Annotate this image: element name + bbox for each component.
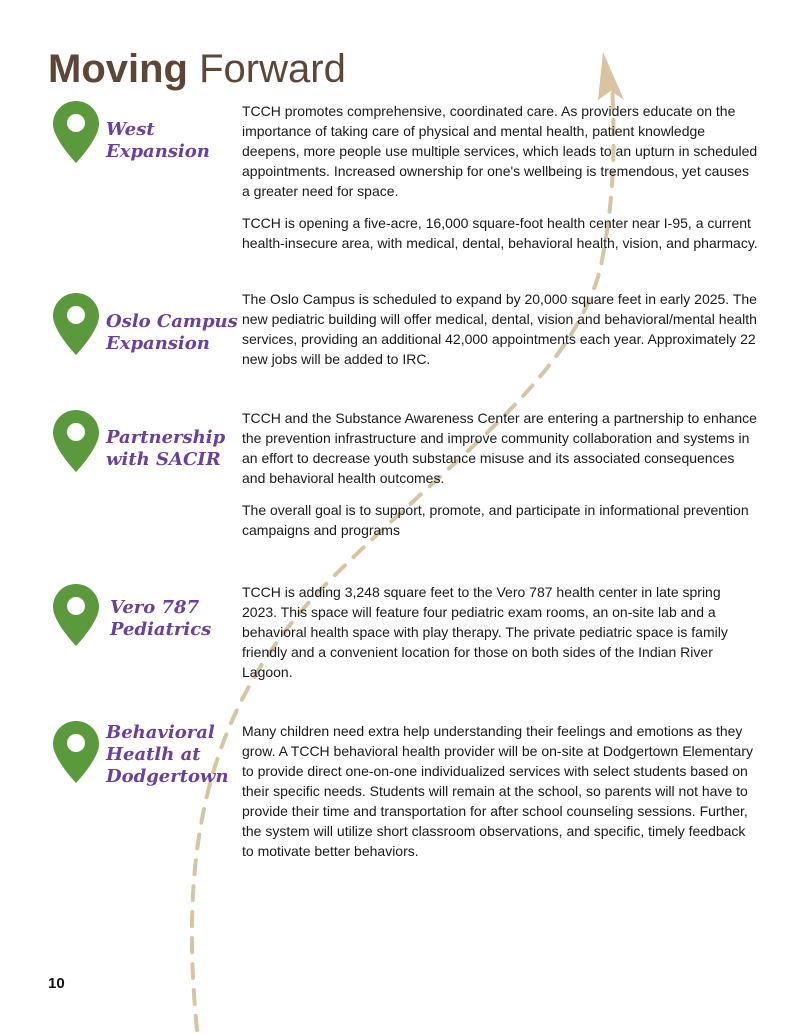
section-label: [106, 311, 236, 355]
title-bold: Moving: [48, 47, 188, 91]
label-line: Behavioral: [106, 722, 215, 743]
label-line: Pediatrics: [110, 619, 212, 640]
section-body: [242, 721, 758, 873]
paragraph: TCCH is opening a five-acre, 16,000 square-foot health center near I-95, a current health-insecure area, with medical, dental, behavioral health, vision, and pharmacy.: [242, 215, 758, 251]
label-line: Expansion: [106, 141, 210, 162]
section-body: [242, 408, 758, 552]
section-body: [242, 582, 758, 694]
map-pin-icon: [53, 584, 99, 646]
map-pin-icon: [53, 721, 99, 783]
section-label: [106, 119, 236, 163]
paragraph: The Oslo Campus is scheduled to expand by 20,000 square feet in early 2025. The new pediatric building will offer medical, dental, vision and behavioral/mental health services, providing an additional 42,000 appointments each year. Approximately 22 new jobs will be added to IRC.: [242, 291, 757, 367]
section-body: [242, 289, 758, 381]
map-pin-icon: [53, 101, 99, 163]
paragraph: Many children need extra help understanding their feelings and emotions as they grow. A TCCH behavioral health provider will be on-site at Dodgertown Elementary to provide direct one-on-one individualized services with select students based on their specific needs. Students will remain at the school, so parents will not have to provide their time and transportation for after school counseling sessions. Further, the system will utilize short classroom observations, and specific, timely feedback to motivate better behaviors.: [242, 723, 753, 859]
label-line: Oslo Campus: [106, 311, 238, 332]
label-line: Heatlh at: [106, 744, 201, 765]
label-line: West: [106, 119, 155, 140]
label-line: Expansion: [106, 333, 210, 354]
paragraph: The overall goal is to support, promote, and participate in informational prevention campaigns and programs: [242, 502, 749, 538]
label-line: Vero 787: [110, 597, 200, 618]
section-label: [106, 427, 236, 471]
map-pin-icon: [53, 410, 99, 472]
page-number: 10: [48, 975, 65, 992]
paragraph: TCCH is adding 3,248 square feet to the Vero 787 health center in late spring 2023. This space will feature four pediatric exam rooms, an on-site lab and a behavioral health space with play therapy. The private pediatric space is family friendly and a convenient location for those on both sides of the Indian River Lagoon.: [242, 584, 728, 680]
section-label: [110, 597, 240, 641]
paragraph: TCCH and the Substance Awareness Center are entering a partnership to enhance the prevention infrastructure and improve community collaboration and systems in an effort to decrease youth substance misuse and its associated consequences and behavioral health outcomes.: [242, 410, 757, 486]
section-label: [106, 722, 236, 788]
label-line: Partnership: [106, 427, 226, 448]
label-line: with SACIR: [106, 449, 221, 470]
page-title: [48, 42, 346, 96]
paragraph: TCCH promotes comprehensive, coordinated care. As providers educate on the importance of taking care of physical and mental health, patient knowledge deepens, more people use multiple services, which leads to an upturn in scheduled appointments. Increased ownership for one's wellbeing is tremendous, yet causes a greater need for space.: [242, 103, 758, 199]
title-rest: Forward: [199, 47, 346, 91]
map-pin-icon: [53, 293, 99, 355]
section-body: [242, 101, 758, 265]
label-line: Dodgertown: [106, 766, 229, 787]
